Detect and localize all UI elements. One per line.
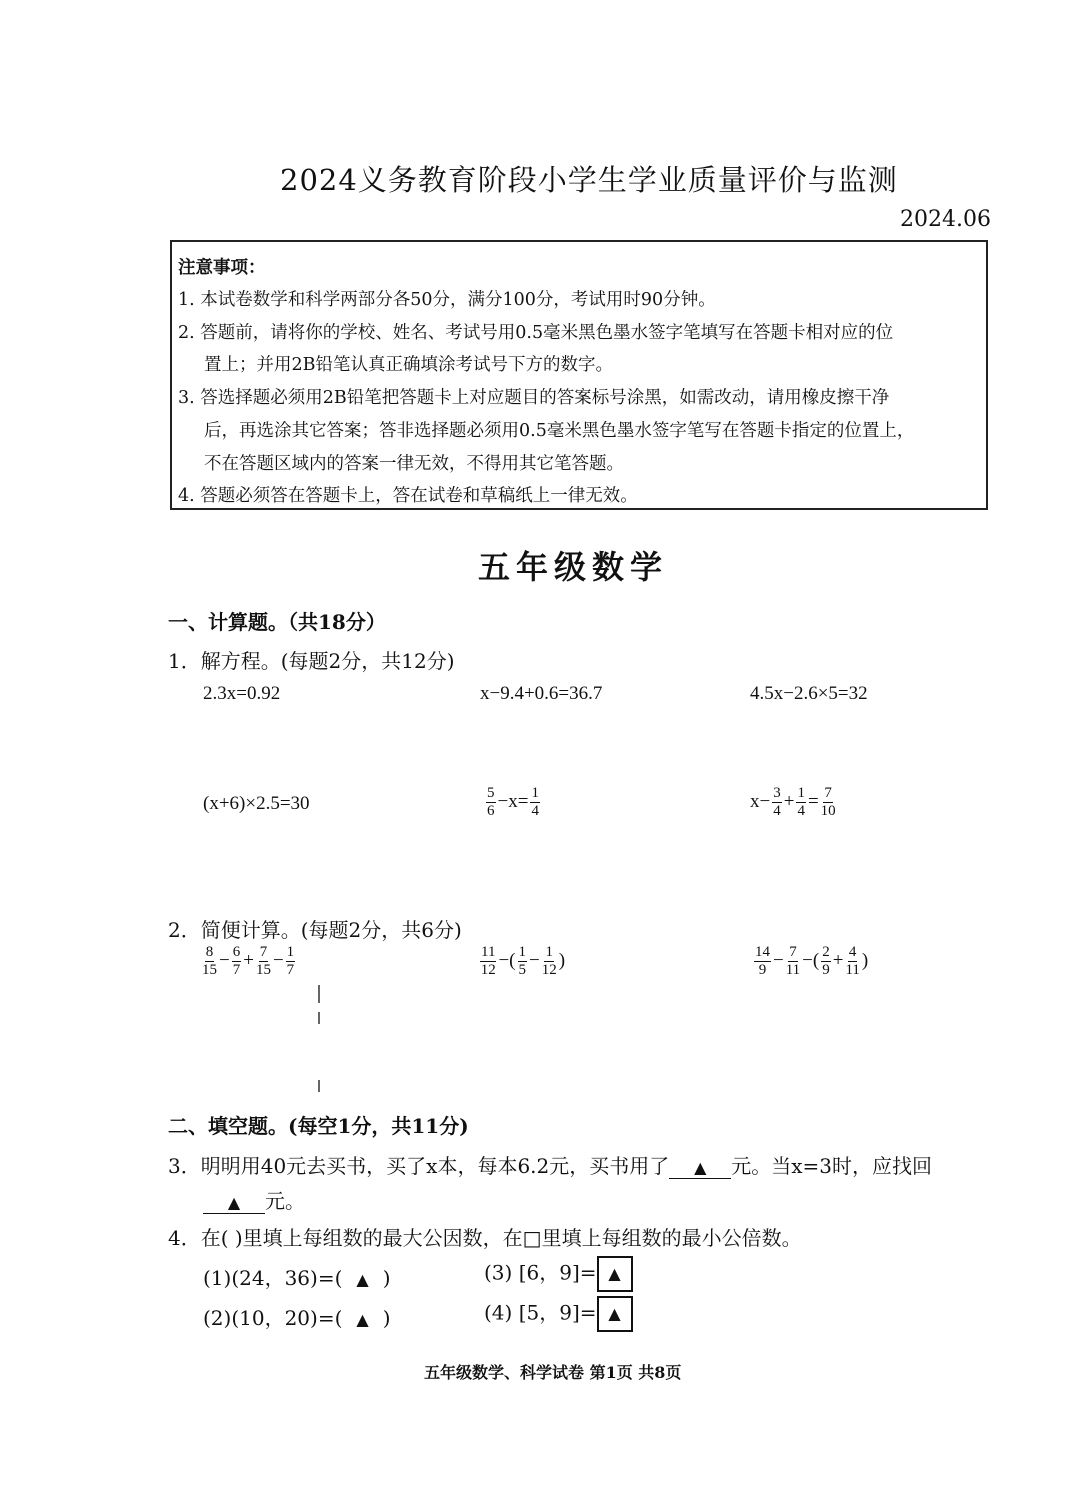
triangle-icon: ▲ — [608, 1304, 621, 1323]
notice-box — [170, 240, 988, 510]
fraction: $\frac{1}{4}$ — [531, 785, 539, 819]
exam-date: 2024.06 — [900, 207, 991, 232]
scan-mark — [318, 1080, 320, 1092]
q2-label: 2．简便计算。(每题2分，共6分) — [168, 918, 462, 942]
q4-part-4: (4) [5，9]= ▲ — [484, 1296, 633, 1332]
answer-blank — [203, 1189, 265, 1214]
notice-line-6: 不在答题区域内的答案一律无效，不得用其它笔答题。 — [204, 454, 624, 474]
triangle-icon: ▲ — [356, 1310, 369, 1329]
page-footer: 五年级数学、科学试卷 第1页 共8页 — [424, 1363, 682, 1382]
expression-3: $\frac{14}{9}$ − $\frac{7}{11}$ −( $\frac{2}{9}$ + $\frac{4}{11}$ ) — [755, 944, 869, 978]
expression-1: $\frac{8}{15}$ − $\frac{6}{7}$ + $\frac{7}{15}$ − $\frac{1}{7}$ — [202, 944, 295, 978]
fraction: $\frac{3}{4}$ — [773, 785, 781, 819]
notice-line-1: 1. 本试卷数学和科学两部分各50分，满分100分，考试用时90分钟。 — [178, 290, 716, 310]
q3-line-2: ▲ 元。 — [203, 1185, 305, 1214]
q4-part-1: (1)(24，36)=( ▲ ) — [203, 1266, 391, 1290]
fraction: $\frac{5}{6}$ — [487, 785, 495, 819]
equation-2: x−9.4+0.6=36.7 — [480, 683, 603, 704]
notice-line-3: 置上；并用2B铅笔认真正确填涂考试号下方的数字。 — [204, 355, 613, 375]
fraction: $\frac{1}{7}$ — [286, 944, 295, 978]
answer-box — [597, 1256, 633, 1292]
section1-title: 一、计算题。（共18分） — [168, 610, 386, 634]
scan-mark — [318, 985, 320, 1003]
q4-label: 4．在( )里填上每组数的最大公因数，在□里填上每组数的最小公倍数。 — [168, 1226, 802, 1250]
notice-line-2: 2. 答题前，请将你的学校、姓名、考试号用0.5毫米黑色墨水签字笔填写在答题卡相对应的位 — [178, 323, 894, 343]
notice-line-4: 3. 答选择题必须用2B铅笔把答题卡上对应题目的答案标号涂黑，如需改动，请用橡皮擦干净 — [178, 388, 890, 408]
answer-blank — [669, 1154, 731, 1179]
q4-part-3: (3) [6，9]= ▲ — [484, 1256, 633, 1292]
fraction: $\frac{6}{7}$ — [232, 944, 241, 978]
fraction: $\frac{7}{15}$ — [255, 944, 271, 978]
fraction: $\frac{11}{12}$ — [480, 944, 496, 978]
expression-2: $\frac{11}{12}$ −( $\frac{1}{5}$ − $\frac{1}{12}$ ) — [480, 944, 566, 978]
triangle-icon: ▲ — [608, 1264, 621, 1283]
equation-4: (x+6)×2.5=30 — [203, 793, 310, 814]
fraction: $\frac{1}{4}$ — [797, 785, 805, 819]
fraction: $\frac{14}{9}$ — [755, 944, 770, 978]
fraction: $\frac{1}{5}$ — [518, 944, 526, 978]
fraction: $\frac{2}{9}$ — [822, 944, 830, 978]
notice-heading: 注意事项： — [178, 258, 266, 278]
equation-5: $\frac{5}{6}$ −x= $\frac{1}{4}$ — [487, 785, 539, 819]
equation-6: x− $\frac{3}{4}$ + $\frac{1}{4}$ = $\frac{7}{10}$ — [750, 785, 836, 819]
q3-line-1: 3．明明用40元去买书，买了x本，每本6.2元，买书用了 ▲ 元。当x=3时，应找回 — [168, 1154, 933, 1178]
q4-part-2: (2)(10，20)=( ▲ ) — [203, 1306, 391, 1330]
fraction: $\frac{8}{15}$ — [202, 944, 217, 978]
equation-1: 2.3x=0.92 — [203, 683, 281, 704]
fraction: $\frac{1}{12}$ — [541, 944, 557, 978]
scan-mark — [318, 1012, 320, 1024]
section2-title: 二、填空题。(每空1分，共11分) — [168, 1114, 469, 1138]
triangle-icon: ▲ — [356, 1270, 369, 1289]
answer-box — [597, 1296, 633, 1332]
exam-title: 2024义务教育阶段小学生学业质量评价与监测 — [280, 163, 898, 197]
triangle-icon: ▲ — [227, 1193, 241, 1212]
notice-line-7: 4. 答题必须答在答题卡上，答在试卷和草稿纸上一律无效。 — [178, 486, 638, 506]
fraction: $\frac{7}{10}$ — [820, 785, 836, 819]
q1-label: 1．解方程。(每题2分，共12分) — [168, 649, 455, 673]
triangle-icon: ▲ — [694, 1158, 707, 1177]
fraction: $\frac{7}{11}$ — [785, 944, 801, 978]
fraction: $\frac{4}{11}$ — [845, 944, 860, 978]
subject-title: 五年级数学 — [478, 548, 669, 586]
equation-3: 4.5x−2.6×5=32 — [750, 683, 868, 704]
notice-line-5: 后，再选涂其它答案；答非选择题必须用0.5毫米黑色墨水签字笔写在答题卡指定的位置上， — [204, 421, 915, 441]
